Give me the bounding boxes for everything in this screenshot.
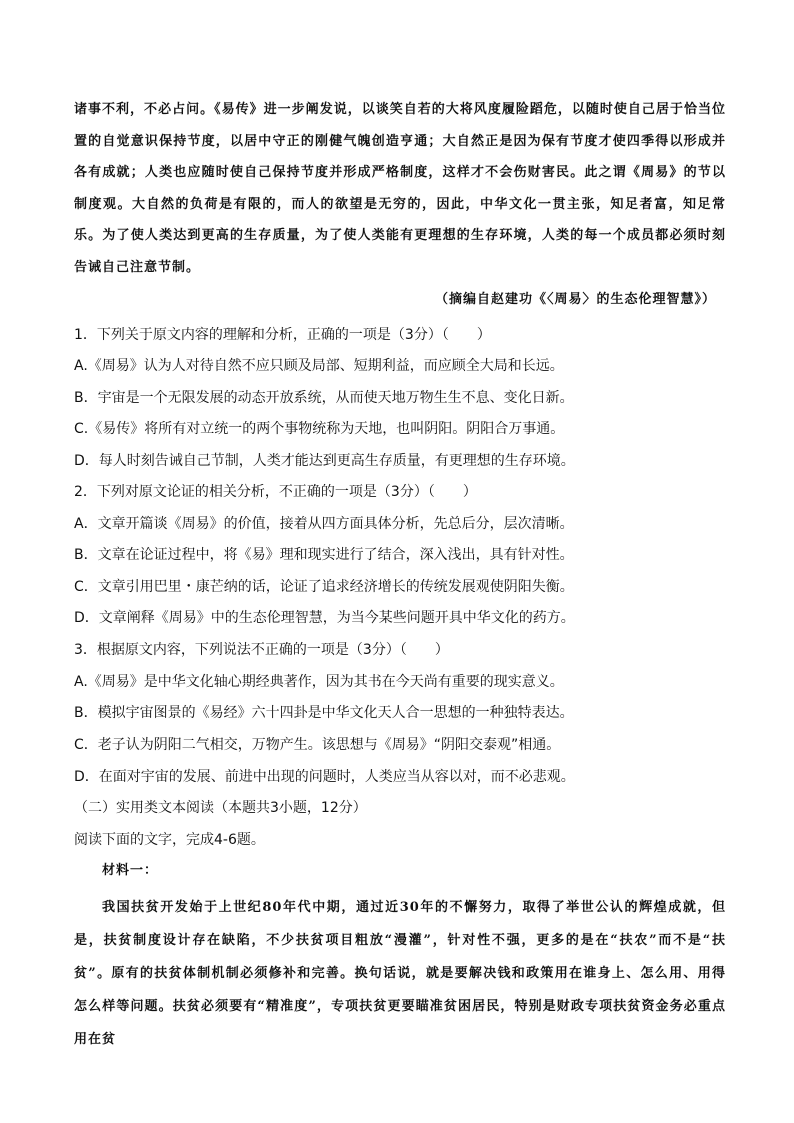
- section-2-instruction: 阅读下面的文字，完成4-6题。: [74, 832, 265, 848]
- question-1-option-c: C.《易传》将所有对立统一的两个事物统称为天地，也叫阴阳。阴阳合万事通。: [74, 421, 565, 437]
- section-2-heading: （二）实用类文本阅读（本题共3小题，12分）: [74, 800, 367, 816]
- question-2-option-c: C．文章引用巴里・康芒纳的话，论证了追求经济增长的传统发展观使阴阳失衡。: [74, 579, 574, 595]
- question-3-option-b: B．模拟宇宙图景的《易经》六十四卦是中华文化天人合一思想的一种独特表达。: [74, 705, 574, 721]
- question-1-stem: 1．下列关于原文内容的理解和分析，正确的一项是（3分）（ ）: [74, 327, 491, 343]
- passage-source: （摘编自赵建功《〈周易〉的生态伦理智慧》）: [434, 292, 716, 307]
- question-3-option-c: C．老子认为阴阳二气相交，万物产生。该思想与《周易》“阴阳交泰观”相通。: [74, 737, 561, 753]
- question-1-option-a: A.《周易》认为人对待自然不应只顾及局部、短期利益，而应顾全大局和长远。: [74, 358, 564, 374]
- material-paragraph: 我国扶贫开发始于上世纪80年代中期，通过近30年的不懈努力，取得了举世公认的辉煌成就，但是，扶贫制度设计存在缺陷，不少扶贫项目粗放“漫灌”，针对性不强，更多的是在“扶农”而不是“扶贫”。原有的扶贫体制机制必须修补和完善。换句话说，就是要解决钱和政策用在谁身上、怎么用、用得怎么样等问题。扶贫必须要有“精准度”，专项扶贫更要瞄准贫困居民，特别是财政专项扶贫资金务必重点用在贫: [74, 900, 726, 1047]
- passage-paragraph: 诸事不利，不必占问。《易传》进一步阐发说，以谈笑自若的大将风度履险蹈危，以随时使自己居于恰当位置的自觉意识保持节度，以居中守正的刚健气魄创造亨通；大自然正是因为保有节度才使四季得以形成并各有成就；人类也应随时使自己保持节度并形成严格制度，这样才不会伤财害民。此之谓《周易》的节以制度观。大自然的负荷是有限的，而人的欲望是无穷的，因此，中华文化一贯主张，知足者富，知足常乐。为了使人类达到更高的生存质量，为了使人类能有更理想的生存环境，人类的每一个成员都必须时刻告诫自己注意节制。: [74, 102, 726, 275]
- question-3-option-d: D．在面对宇宙的发展、前进中出现的问题时，人类应当从容以对，而不必悲观。: [74, 769, 575, 785]
- question-3-stem: 3．根据原文内容，下列说法不正确的一项是（3分）（ ）: [74, 642, 449, 658]
- question-3-option-a: A.《周易》是中华文化轴心期经典著作，因为其书在今天尚有重要的现实意义。: [74, 674, 564, 690]
- question-2-stem: 2．下列对原文论证的相关分析，不正确的一项是（3分）（ ）: [74, 484, 477, 500]
- question-2-option-b: B．文章在论证过程中，将《易》理和现实进行了结合，深入浅出，具有针对性。: [74, 547, 574, 563]
- question-2-option-a: A．文章开篇谈《周易》的价值，接着从四方面具体分析，先总后分，层次清晰。: [74, 516, 574, 532]
- question-2-option-d: D．文章阐释《周易》中的生态伦理智慧，为当今某些问题开具中华文化的药方。: [74, 610, 575, 626]
- question-1-option-d: D．每人时刻告诫自己节制，人类才能达到更高生存质量，有更理想的生存环境。: [74, 453, 575, 469]
- material-label: 材料一：: [102, 863, 159, 878]
- question-1-option-b: B．宇宙是一个无限发展的动态开放系统，从而使天地万物生生不息、变化日新。: [74, 390, 574, 406]
